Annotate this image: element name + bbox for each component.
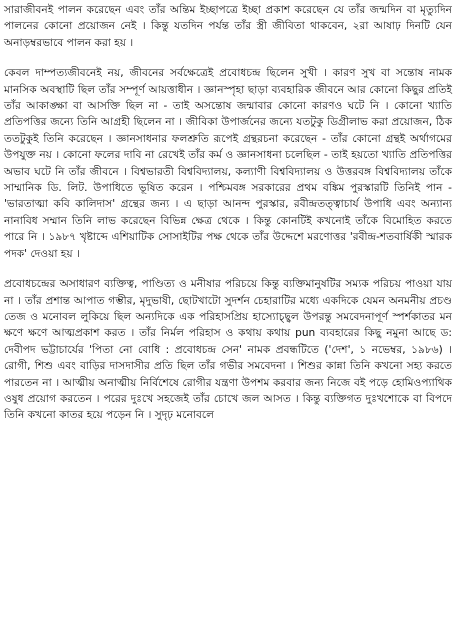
paragraph-spacer (4, 51, 452, 65)
paragraph-1: সারাজীবনই পালন করেছেন এবং তাঁর অন্তিম ইচ্ছাপত্রে ইচ্ছা প্রকাশ করেছেন যে তাঁর জন্মদিন বা মৃত্যুদিন পালনের কোনো প্রয়োজন নেই । কিন্তু যতদিন পর্যন্ত তাঁর স্ত্রী জীবিতা থাকবেন, ২রা আষাঢ় দিনটি যেন অনাড়ম্বরভাবে পালন করা হয় । (4, 4, 452, 49)
paragraph-3: প্রবোধচন্দ্রের অসাধারণ ব্যক্তিত্ব, পাণ্ডিত্য ও মনীষার পরিচয়ে কিন্তু ব্যক্তিমানুষটির সম্যক পরিচয় পাওয়া যায় না । তাঁর প্রশান্ত আপাত গম্ভীর, মৃদুভাষী, ছোটখাটো সুদর্শন চেহারাটির মধ্যে একদিকে যেমন অনমনীয় প্রচণ্ড তেজ ও মনোবল লুকিয়ে ছিল অন্যদিকে এক পরিহাসপ্রিয় হাস্যোচ্ছ্বল উপরন্তু সমবেদনাপূর্ণ স্পর্শকাতর মন ক্ষণে ক্ষণে আত্মপ্রকাশ করত । তাঁর নির্মল পরিহাস ও কথায় কথায় pun ব্যবহারের কিছু নমুনা আছে ড: দেবীপদ ভট্টাচার্যের 'পিতা নো বোধি : প্রবোধচন্দ্র সেন' নামক প্রবন্ধটিতে ('দেশ', ১ নভেম্বর, ১৯৮৬) । রোগী, শিশু এবং বাড়ির দাসদাসীর প্রতি ছিল তাঁর গভীর সমবেদনা । শিশুর কান্না তিনি কখনো সহ্য করতে পারতেন না । আত্মীয় অনাত্মীয় নির্বিশেষে রোগীর যন্ত্রণা উপশম করবার জন্য নিজে বই পড়ে হোমিওপ্যাথিক ওষুধ প্রয়োগ করতেন । পরের দুঃখে সহজেই তাঁর চোখে জল আসত । কিন্তু ব্যক্তিগত দুঃখশোকে বা বিপদে তিনি কখনো কাতর হয়ে পড়েন নি । সুদৃঢ় মনোবলে (4, 278, 452, 422)
paragraph-spacer (4, 262, 452, 276)
paragraph-2: কেবল দাম্পত্যজীবনেই নয়, জীবনের সর্বক্ষেত্রেই প্রবোধচন্দ্র ছিলেন সুখী । কারণ সুখ বা সন্তোষ নামক মানসিক অবস্থাটি ছিল তাঁর সম্পূর্ণ আয়ত্তাধীন । জ্ঞানস্পৃহা ছাড়া ব্যবহারিক জীবনে আর কোনো কিছুর প্রতিই তাঁর আকাঙ্ক্ষা বা আসক্তি ছিল না - তাই অসন্তোষ জন্মাবার কোনো কারণও ঘটে নি । কোনো খ্যাতি প্রতিপত্তির জন্যে তিনি আগ্রহী ছিলেন না । জীবিকা উপার্জনের জন্যে যতটুকু ডিগ্রীলাভ করা প্রয়োজন, ঠিক ততটুকুই তিনি করেছেন । জ্ঞানসাধনার ফলশ্রুতি রূপেই গ্রন্থরচনা করেছেন - তাঁর কোনো গ্রন্থই অর্থাগমের উপযুক্ত নয় । কোনো ফলের দাবি না রেখেই তাঁর কর্ম ও জ্ঞানসাধনা চলেছিল - তাই হয়তো খ্যাতি প্রতিপত্তির অভাব ঘটে নি তাঁর জীবনে । বিশ্বভারতী বিশ্ববিদ্যালয়, কল্যাণী বিশ্ববিদ্যালয় ও উত্তরবঙ্গ বিশ্ববিদ্যালয় তাঁকে সাম্মানিক ডি. লিট. উপাধিতে ভূষিত করেন । পশ্চিমবঙ্গ সরকারের প্রথম বঙ্কিম পুরস্কারটি তিনিই পান - 'ভারতাত্মা কবি কালিদাস' গ্রন্থের জন্য । এ ছাড়া আনন্দ পুরস্কার, রবীন্দ্রতত্ত্বাচার্য উপাধি এবং অন্যান্য নানাবিধ সম্মান তিনি লাভ করেছেন বিভিন্ন ক্ষেত্র থেকে । কিন্তু কোনটিই কখনোই তাঁকে বিমোহিত করতে পারে নি । ১৯৮৭ খৃষ্টাব্দে এশিয়াটিক সোসাইটির পক্ষ থেকে তাঁর উদ্দেশে মরণোত্তর 'রবীন্দ্র-শতবার্ষিকী স্মারক পদক' দেওয়া হয় । (4, 67, 452, 260)
